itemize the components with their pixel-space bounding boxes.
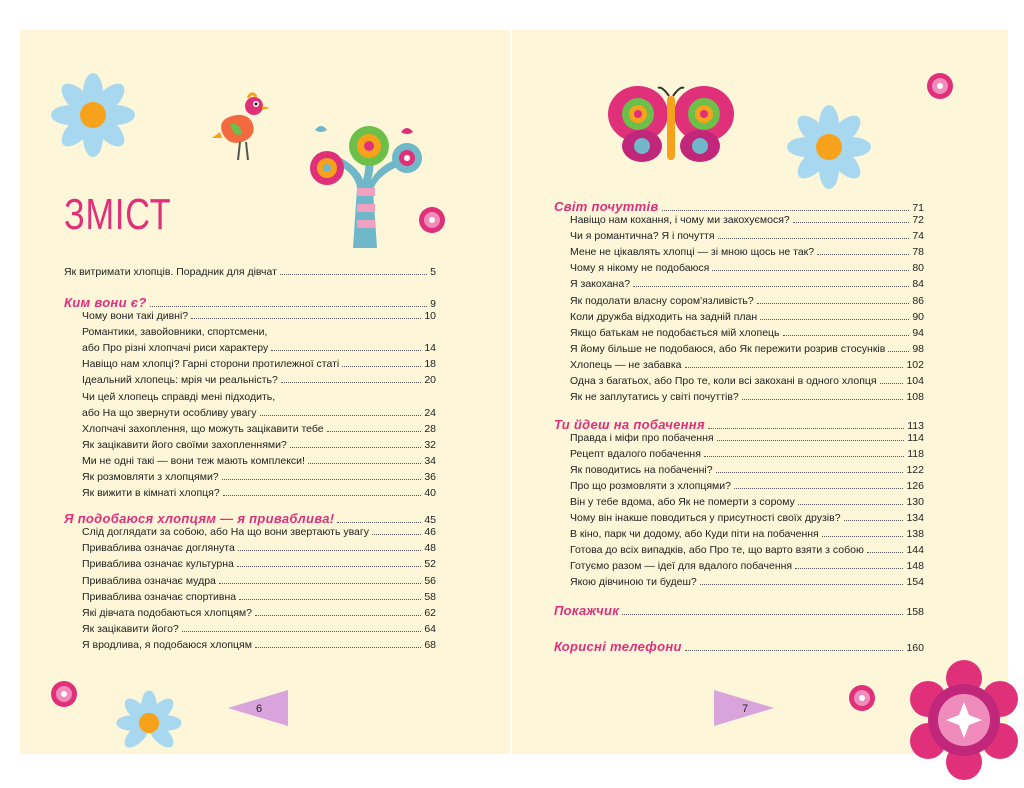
toc-entry — [82, 324, 436, 338]
toc-entry — [570, 558, 924, 572]
toc-entry-page: 46 — [424, 526, 436, 538]
toc-entry-page: 24 — [424, 406, 436, 419]
toc-entry-title: Готуємо разом — ідеї для вдалого побачення — [570, 560, 793, 572]
toc-entry-page: 118 — [907, 448, 924, 460]
pink-flower-small-icon — [418, 206, 446, 234]
toc-entry-title: Він у тебе вдома, або Як не померти з сорому — [570, 496, 795, 508]
toc-entry — [570, 389, 924, 403]
toc-section-title: Покажчик — [554, 603, 620, 618]
toc-entry — [82, 356, 436, 370]
toc-entry-title: Чому він інакше поводиться у присутності своїх друзів? — [570, 512, 841, 524]
toc-entry — [570, 542, 924, 556]
toc-entry-page: 126 — [906, 480, 924, 492]
toc-entry-title: Як поводитись на побаченні? — [570, 464, 713, 476]
toc-entry-page: 108 — [906, 391, 924, 404]
toc-entry-title: Навіщо нам кохання, і чому ми закохуємося? — [570, 214, 790, 226]
toc-entry — [82, 372, 436, 386]
toc-entry-title: Як вижити в кімнаті хлопця? — [82, 487, 220, 500]
toc-entry-title: Коли дружба відходить на задній план — [570, 310, 758, 323]
toc-entry-title: або На що звернути особливу увагу — [82, 406, 257, 419]
toc-entry — [570, 276, 924, 290]
toc-entry-title: або Про різні хлопчачі риси характеру — [82, 342, 269, 355]
toc-entry-page: 130 — [906, 496, 924, 508]
toc-entry — [82, 340, 436, 354]
toc-entry — [570, 228, 924, 242]
toc-entry-title: Як розмовляти з хлопцями? — [82, 471, 219, 483]
toc-section-page: 113 — [907, 420, 924, 432]
toc-entry — [82, 573, 436, 587]
toc-entry — [82, 308, 436, 322]
toc-entry-page: 86 — [912, 294, 924, 307]
toc-entry-title: Як не заплутатись у світі почуттів? — [570, 391, 739, 404]
toc-entry-page: 102 — [906, 358, 924, 371]
toc-entry-page: 90 — [912, 310, 924, 323]
toc-entry-title: Ідеальний хлопець: мрія чи реальність? — [82, 374, 278, 387]
toc-entry — [570, 494, 924, 508]
toc-entry-page: 114 — [907, 432, 924, 444]
toc-entry-title: Чому я нікому не подобаюся — [570, 262, 710, 275]
toc-entry — [82, 621, 436, 635]
toc-entry-page: 78 — [912, 246, 924, 259]
toc-entry-page: 40 — [424, 487, 436, 500]
toc-entry-page: 36 — [424, 471, 436, 483]
toc-entry — [82, 453, 436, 467]
toc-entry-page: 148 — [906, 560, 924, 572]
toc-section-title: Ти йдеш на побачення — [554, 417, 705, 432]
toc-section-page: 158 — [906, 606, 924, 618]
pink-flower-small-icon — [50, 680, 78, 708]
toc-entry-title: Я йому більше не подобаюся, або Як пережити розрив стосунків — [570, 342, 886, 355]
toc-entry-title: Як витримати хлопців. Порадник для дівчат — [64, 266, 277, 278]
toc-entry — [570, 526, 924, 540]
toc-section-page: 160 — [906, 642, 924, 654]
toc-entry-title: Я вродлива, я подобаюся хлопцям — [82, 639, 252, 652]
pink-flower-small-icon — [926, 72, 954, 100]
toc-entry-page: 48 — [424, 542, 436, 555]
toc-entry-title: Як подолати власну сором'язливість? — [570, 294, 754, 307]
toc-entry-page: 94 — [912, 326, 924, 339]
toc-entry — [82, 437, 436, 451]
toc-section-page: 9 — [430, 298, 436, 310]
toc-entry-title: Я закохана? — [570, 278, 631, 291]
toc-entry — [82, 524, 436, 538]
toc-entry — [82, 389, 436, 403]
blue-flower-icon — [104, 688, 194, 758]
toc-entry — [82, 485, 436, 499]
toc-entry — [82, 469, 436, 483]
toc-entry-page: 34 — [424, 454, 436, 467]
toc-entry-page: 64 — [424, 623, 436, 636]
toc-entry — [82, 405, 436, 419]
toc-entry-page: 144 — [906, 544, 924, 556]
toc-entry-page: 56 — [424, 574, 436, 587]
toc-entry — [570, 341, 924, 355]
toc-entry-title: Приваблива означає мудра — [82, 574, 216, 587]
toc-entry — [570, 430, 924, 444]
toc-entry-title: Хлопчачі захоплення, що можуть зацікавити тебе — [82, 422, 324, 435]
toc-entry-page: 74 — [912, 230, 924, 243]
toc-entry-title: Якою дівчиною ти будеш? — [570, 576, 697, 588]
toc-entry-page: 72 — [912, 214, 924, 226]
toc-entry — [82, 605, 436, 619]
page-title: ЗМІСТ — [64, 190, 172, 239]
toc-entry — [570, 510, 924, 524]
toc-entry-page: 98 — [912, 342, 924, 355]
toc-section-heading — [554, 600, 924, 618]
bird-icon — [212, 92, 276, 164]
toc-entry-page: 134 — [906, 512, 924, 524]
blue-flower-icon — [784, 102, 874, 192]
toc-entry-page: 80 — [912, 262, 924, 275]
toc-section-page: 71 — [912, 202, 924, 214]
toc-entry-page: 28 — [424, 422, 436, 435]
toc-entry-page: 20 — [424, 374, 436, 387]
toc-entry — [82, 637, 436, 651]
toc-entry — [570, 212, 924, 226]
toc-entry-title: Хлопець — не забавка — [570, 358, 682, 371]
toc-entry-page: 122 — [906, 464, 924, 476]
toc-entry — [570, 293, 924, 307]
toc-section-title: Корисні телефони — [554, 639, 682, 654]
toc-entry-title: Якщо батькам не подобається мій хлопець — [570, 326, 780, 339]
butterfly-icon — [606, 84, 736, 164]
toc-entry-title: Ми не одні такі — вони теж мають комплекси! — [82, 454, 305, 467]
toc-entry-page: 32 — [424, 438, 436, 451]
toc-entry — [570, 373, 924, 387]
toc-entry-title: Романтики, завойовники, спортсмени, — [82, 326, 268, 339]
toc-entry-title: Рецепт вдалого побачення — [570, 448, 701, 460]
toc-entry — [570, 244, 924, 258]
toc-entry — [82, 556, 436, 570]
toc-entry-page: 84 — [912, 278, 924, 291]
toc-entry-title: Слід доглядати за собою, або На що вони звертають увагу — [82, 526, 369, 538]
toc-section-title: Світ почуттів — [554, 199, 659, 214]
toc-entry — [570, 260, 924, 274]
toc-entry — [570, 309, 924, 323]
toc-entry — [570, 478, 924, 492]
toc-entry-title: Як зацікавити його своїми захопленнями? — [82, 438, 287, 451]
toc-entry-page: 138 — [906, 528, 924, 540]
toc-entry — [82, 540, 436, 554]
page-number: 6 — [256, 703, 263, 715]
toc-entry-page: 154 — [906, 576, 924, 588]
toc-entry — [570, 325, 924, 339]
toc-entry-title: Чи цей хлопець справді мені підходить, — [82, 390, 276, 403]
toc-entry-page: 104 — [906, 375, 924, 387]
toc-entry-title: В кіно, парк чи додому, або Куди піти на побачення — [570, 528, 819, 540]
blue-flower-icon — [48, 70, 138, 160]
toc-entry-page: 62 — [424, 607, 436, 619]
toc-entry — [570, 446, 924, 460]
toc-entry-title: Мене не цікавлять хлопці — зі мною щось не так? — [570, 246, 815, 259]
toc-entry — [570, 357, 924, 371]
toc-entry — [570, 574, 924, 588]
toc-entry — [82, 421, 436, 435]
toc-entry — [64, 264, 436, 278]
toc-section-heading — [554, 636, 924, 654]
pink-flower-small-icon — [848, 684, 876, 712]
toc-entry-title: Одна з багатьох, або Про те, коли всі закохані в одного хлопця — [570, 375, 877, 387]
toc-entry-title: Як зацікавити його? — [82, 623, 179, 636]
toc-entry-page: 58 — [424, 590, 436, 603]
toc-entry-title: Приваблива означає доглянута — [82, 542, 235, 555]
toc-entry-title: Які дівчата подобаються хлопцям? — [82, 607, 252, 619]
tree-icon — [305, 118, 425, 253]
toc-entry-page: 10 — [424, 310, 436, 322]
page-number: 7 — [742, 703, 749, 715]
toc-entry-page: 5 — [430, 266, 436, 278]
toc-entry-title: Про що розмовляти з хлопцями? — [570, 480, 731, 492]
toc-section-page: 45 — [424, 514, 436, 526]
toc-entry-title: Готова до всіх випадків, або Про те, що варто взяти з собою — [570, 544, 864, 556]
toc-entry — [570, 462, 924, 476]
toc-section-title: Ким вони є? — [64, 295, 147, 310]
toc-entry-page: 52 — [424, 558, 436, 571]
toc-section-title: Я подобаюся хлопцям — я приваблива! — [64, 511, 335, 526]
big-pink-flower-icon — [904, 660, 1008, 754]
toc-entry-title: Чому вони такі дивні? — [82, 310, 189, 322]
toc-entry-page: 14 — [424, 342, 436, 355]
toc-entry-page: 68 — [424, 639, 436, 652]
toc-entry-page: 18 — [424, 358, 436, 371]
toc-entry — [82, 589, 436, 603]
toc-entry-title: Чи я романтична? Я і почуття — [570, 230, 715, 243]
toc-entry-title: Приваблива означає культурна — [82, 558, 234, 571]
toc-entry-title: Приваблива означає спортивна — [82, 590, 237, 603]
toc-entry-title: Навіщо нам хлопці? Гарні сторони протилежної статі — [82, 358, 340, 371]
toc-entry-title: Правда і міфи про побачення — [570, 432, 714, 444]
